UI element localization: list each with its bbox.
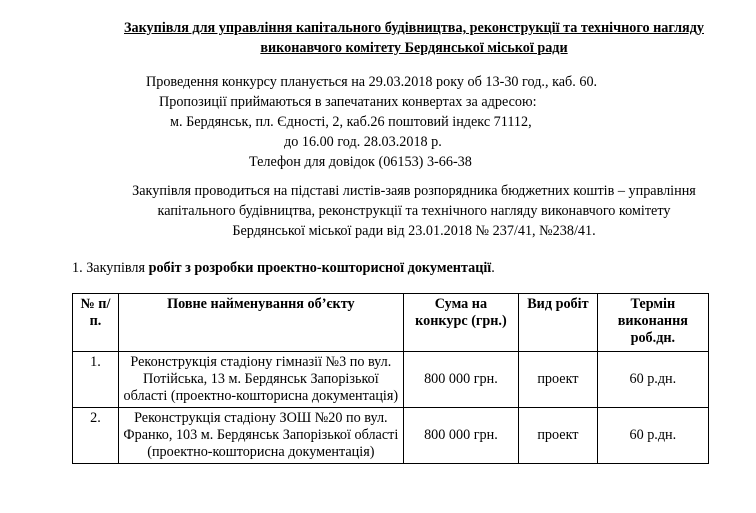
info-line-deadline: до 16.00 год. 28.03.2018 р. (284, 134, 442, 150)
title-line-1: Закупівля для управління капітального будівництва, реконструкції та технічного нагляду (124, 20, 704, 36)
row-name: Реконструкція стадіону ЗОШ №20 по вул. Франко, 103 м. Бердянськ Запорізької області (проектно-кошторисна документація) (118, 408, 403, 464)
procurement-table (72, 293, 709, 464)
info-line-date: Проведення конкурсу планується на 29.03.2018 року об 13-30 год., каб. 60. (146, 74, 598, 90)
header-type: Вид робіт (519, 294, 598, 352)
info-line-submission: Пропозиції приймаються в запечатаних конвертах за адресою: (159, 94, 537, 110)
procurement-basis (0, 181, 756, 241)
info-line-phone: Телефон для довідок (06153) 3-66-38 (249, 154, 472, 170)
tender-info (0, 72, 756, 172)
header-name: Повне найменування об’єкту (118, 294, 403, 352)
header-sum: Сума на конкурс (грн.) (403, 294, 518, 352)
section-prefix: 1. Закупівля (72, 260, 149, 276)
row-type: проект (519, 408, 598, 464)
basis-line-3: Бердянської міської ради від 23.01.2018 № 237/41, №238/41. (232, 223, 596, 239)
row-term: 60 р.дн. (597, 408, 708, 464)
header-num: № п/п. (73, 294, 119, 352)
row-term: 60 р.дн. (597, 352, 708, 408)
section-bold: робіт з розробки проектно-кошторисної документації (148, 260, 492, 276)
table-row (73, 408, 709, 464)
table-row (73, 352, 709, 408)
section-suffix: . (491, 260, 495, 276)
row-sum: 800 000 грн. (403, 408, 518, 464)
title-line-2: виконавчого комітету Бердянської міської ради (260, 40, 568, 56)
row-type: проект (519, 352, 598, 408)
row-num: 1. (73, 352, 119, 408)
document-title (0, 18, 756, 58)
basis-line-2: капітального будівництва, реконструкції та технічного нагляду виконавчого комітету (157, 203, 671, 219)
basis-line-1: Закупівля проводиться на підставі листів-заяв розпорядника бюджетних коштів – управління (132, 183, 696, 199)
header-term: Термін виконання роб.дн. (597, 294, 708, 352)
row-sum: 800 000 грн. (403, 352, 518, 408)
info-line-address: м. Бердянськ, пл. Єдності, 2, каб.26 поштовий індекс 71112, (170, 114, 532, 130)
section-heading (72, 258, 495, 278)
table-header-row (73, 294, 709, 352)
row-name: Реконструкція стадіону гімназії №3 по вул. Потійська, 13 м. Бердянськ Запорізької області (проектно-кошторисна документація) (118, 352, 403, 408)
row-num: 2. (73, 408, 119, 464)
